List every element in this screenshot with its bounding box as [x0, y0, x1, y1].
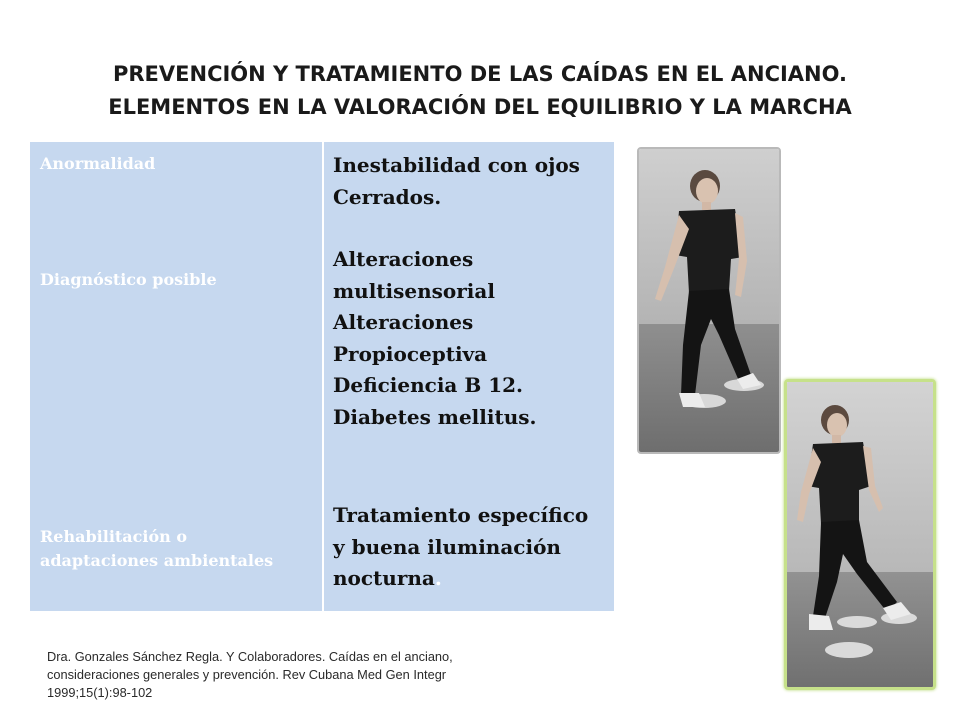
- assessment-table: [30, 142, 614, 611]
- anormalidad-line-1: Inestabilidad con ojos: [333, 153, 580, 177]
- tratamiento-line-3: [333, 563, 588, 595]
- label-rehab-line-1: Rehabilitación o: [40, 527, 188, 546]
- citation-line-1: Dra. Gonzales Sánchez Regla. Y Colaboradores. Caídas en el anciano,: [47, 649, 453, 664]
- label-anormalidad: Anormalidad: [40, 154, 156, 173]
- content-anormalidad: [333, 150, 580, 213]
- diagnostico-line: Propioceptiva: [333, 341, 488, 366]
- title-line-1: PREVENCIÓN Y TRATAMIENTO DE LAS CAÍDAS EN EL ANCIANO.: [112, 62, 847, 86]
- content-tratamiento: [333, 500, 588, 595]
- diagnostico-line: Alteraciones: [333, 310, 474, 334]
- citation: [47, 648, 587, 702]
- woman-walking-photo-1: [637, 147, 781, 454]
- woman-walking-photo-2: [784, 379, 936, 690]
- tratamiento-dot: .: [434, 566, 442, 590]
- content-diagnostico: [333, 244, 536, 433]
- citation-line-2: consideraciones generales y prevención. Rev Cubana Med Gen Integr: [47, 667, 447, 682]
- tratamiento-line-2: y buena iluminación: [333, 534, 561, 559]
- diagnostico-line: Alteraciones: [333, 247, 474, 271]
- anormalidad-line-2: Cerrados.: [333, 184, 442, 209]
- title-line-2: ELEMENTOS EN LA VALORACIÓN DEL EQUILIBRIO Y LA MARCHA: [108, 95, 852, 119]
- tratamiento-line-1: Tratamiento específico: [333, 503, 589, 527]
- slide-title: [20, 58, 940, 124]
- diagnostico-line: Deficiencia B 12.: [333, 373, 524, 397]
- label-rehabilitacion: [40, 525, 273, 573]
- column-divider: [322, 142, 324, 611]
- diagnostico-line: Diabetes mellitus.: [333, 404, 537, 429]
- label-rehab-line-2: adaptaciones ambientales: [40, 551, 274, 570]
- citation-line-3: 1999;15(1):98-102: [47, 685, 153, 700]
- tratamiento-line-3-text: nocturna: [333, 566, 435, 590]
- woman-walking-icon: [787, 382, 933, 687]
- woman-walking-icon: [639, 149, 779, 452]
- label-diagnostico: Diagnóstico posible: [40, 270, 217, 289]
- diagnostico-line: multisensorial: [333, 278, 495, 303]
